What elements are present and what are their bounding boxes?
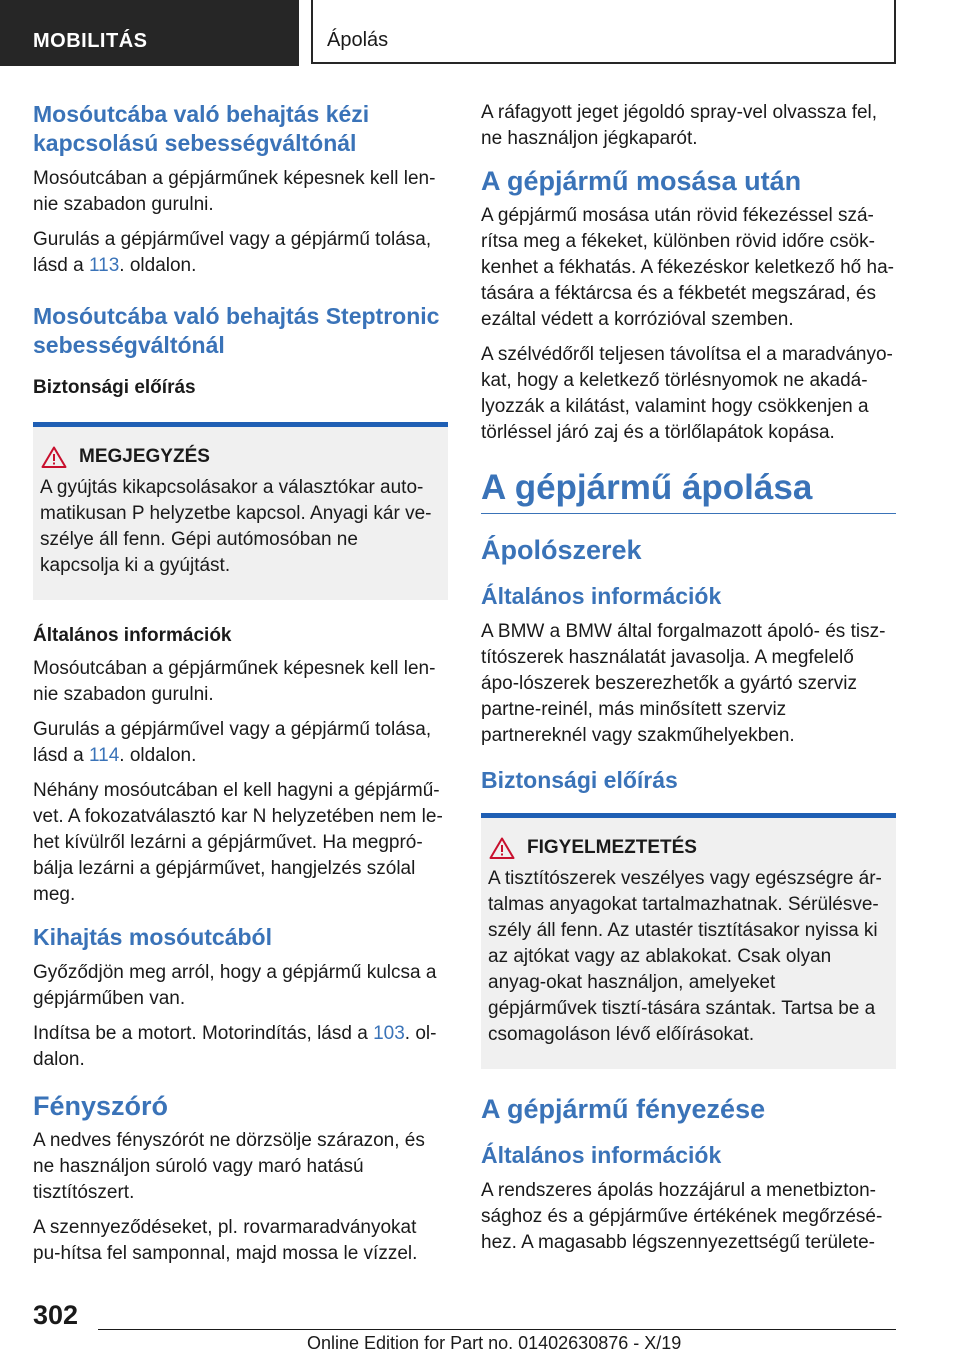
warning-icon <box>41 446 67 468</box>
heading-after-wash: A gépjármű mosása után <box>481 166 802 196</box>
subsection-tab: Ápolás <box>311 0 896 64</box>
paragraph: A gépjármű mosása után rövid fékezéssel szá-rítsa meg a fékeket, különben rövid időre csök-kenhet a fékhatás. A fékezéskor keletkező hő ha-tására a féktárcsa és a fékbetét megszárad, és ezáltal védett a korrózióval szemben. <box>481 205 894 330</box>
warning-text: A tisztítószerek veszélyes vagy egészségre ár-talmas anyagokat tartalmazhatnak. Sérülésve-szély áll fenn. Az utastér tisztításakor nyissa ki az ajtókat vagy az ablakokat. Csak olyan anyag-okat használjon, amelyeket gépjárművek tisztí-tására szántak. Tartsa be a csomagoláson lévő előírásokat. <box>488 868 882 1045</box>
notice-box <box>33 422 448 600</box>
heading-vehicle-care: A gépjármű ápolása <box>481 467 896 514</box>
heading-general-info: Általános információk <box>481 583 722 609</box>
paragraph: Gurulás a gépjárművel vagy a gépjármű tolása, lásd a 113. oldalon. <box>33 229 432 276</box>
paragraph: A rendszeres ápolás hozzájárul a menetbizton-sághoz és a gépjárműve értékének megőrzésé-hez. A magasabb légszennyezettségű területe- <box>481 1180 883 1253</box>
page-number: 302 <box>33 1300 79 1330</box>
heading-general-info: Általános információk <box>33 625 232 646</box>
page-link-114[interactable]: 114 <box>88 745 120 766</box>
heading-general-info: Általános információk <box>481 1142 722 1168</box>
heading-exit-carwash: Kihajtás mosóutcából <box>33 924 272 950</box>
page-link-103[interactable]: 103 <box>373 1023 405 1044</box>
heading-safety: Biztonsági előírás <box>481 767 678 793</box>
left-column <box>33 100 448 1276</box>
heading-headlight: Fényszóró <box>33 1091 169 1121</box>
page-header <box>0 0 960 66</box>
warning-box <box>481 813 896 1069</box>
page-link-113[interactable]: 113 <box>88 255 120 276</box>
heading-safety: Biztonsági előírás <box>33 377 196 398</box>
heading-manual-transmission: Mosóutcába való behajtás kézi kapcsolású sebességváltónál <box>33 101 370 156</box>
paragraph: A BMW a BMW által forgalmazott ápoló- és tisz-títószerek használatát javasolja. A megfelelő ápo-lószerek beszerezhetők a gyártó szerviz partne-reinél, más minősített szerviz partnereknél vagy szakműhelyekben. <box>481 621 886 746</box>
notice-text: A gyújtás kikapcsolásakor a választókar auto-matikusan P helyzetbe kapcsol. Anyagi kár ve-szélye áll fenn. Gépi autómosóban ne kapcsolja ki a gyújtást. <box>40 477 432 576</box>
paragraph: A szélvédőről teljesen távolítsa el a maradványo-kat, hogy a keletkező törlésnyomok ne akadá-lyozzák a kilátást, valamint hogy csökkenjen a törléssel járó zaj és a törlőlapátok kopása. <box>481 344 893 443</box>
footer-divider <box>98 1329 896 1330</box>
paragraph: Gurulás a gépjárművel vagy a gépjármű tolása, lásd a 114. oldalon. <box>33 719 432 766</box>
heading-paint: A gépjármű fényezése <box>481 1094 766 1124</box>
paragraph: A nedves fényszórót ne dörzsölje szárazon, és ne használjon súroló vagy maró hatású tisztítószert. <box>33 1130 425 1203</box>
paragraph: A szennyeződéseket, pl. rovarmaradványokat pu-hítsa fel samponnal, majd mossa le vízzel. <box>33 1217 418 1264</box>
paragraph: Mosóutcában a gépjárműnek képesnek kell len-nie szabadon gurulni. <box>33 168 436 215</box>
warning-title: FIGYELMEZTETÉS <box>527 837 697 858</box>
paragraph: A ráfagyott jeget jégoldó spray-vel olvassza fel, ne használjon jégkaparót. <box>481 102 878 149</box>
warning-icon <box>489 837 515 859</box>
paragraph: Mosóutcában a gépjárműnek képesnek kell len-nie szabadon gurulni. <box>33 658 436 705</box>
paragraph: Néhány mosóutcában el kell hagyni a gépjármű-vet. A fokozatválasztó kar N helyzetében nem le-het kívülről lezárni a gépjárművet. Ha megpró-bálja lezárni a gépjárművet, hangjelzés szólal meg. <box>33 780 443 905</box>
paragraph: Indítsa be a motort. Motorindítás, lásd a 103. ol-dalon. <box>33 1023 437 1070</box>
section-tab: MOBILITÁS <box>0 0 299 66</box>
edition-text: Online Edition for Part no. 01402630876 - X/19 <box>307 1333 682 1353</box>
paragraph: Győződjön meg arról, hogy a gépjármű kulcsa a gépjárműben van. <box>33 962 437 1009</box>
notice-title: MEGJEGYZÉS <box>79 446 210 467</box>
right-column <box>481 100 896 1265</box>
heading-care-products: Ápolószerek <box>481 535 642 565</box>
heading-steptronic: Mosóutcába való behajtás Steptronic sebességváltónál <box>33 303 440 358</box>
